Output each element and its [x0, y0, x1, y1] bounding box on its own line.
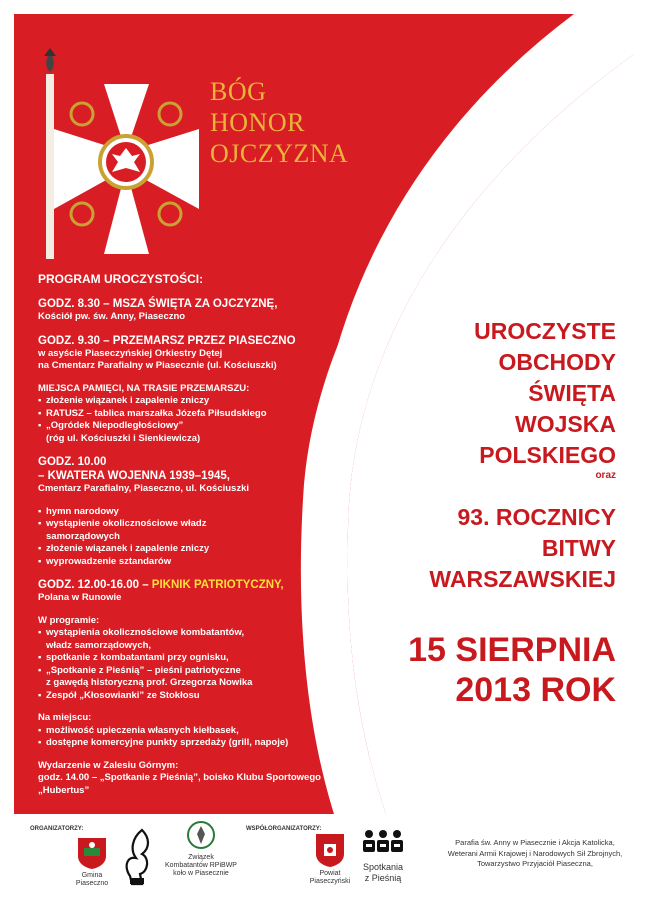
caption-line: z Pieśnią — [364, 873, 402, 883]
list-item: ▪ możliwość upieczenia własnych kiełbasek, — [38, 725, 368, 738]
coorganizers-label: WSPÓŁORGANIZATORZY: — [246, 826, 322, 832]
picnic-location: Polana w Runowie — [38, 592, 122, 603]
memorial-heading: MIEJSCA PAMIĘCI, NA TRASIE PRZEMARSZU: — [38, 382, 250, 394]
caption-line: Związek — [188, 854, 214, 861]
caption-line: Powiat — [319, 870, 341, 877]
zalesie-detail: godz. 14.00 – „Spotkanie z Pieśnią”, boisko Klubu Sportowego „Hubertus” — [38, 772, 321, 796]
program-heading: PROGRAM UROCZYSTOŚCI: — [38, 272, 204, 286]
war-quarter-title: – KWATERA WOJENNA 1939–1945, — [38, 470, 230, 482]
list-item-continuation: z gawędą historyczną prof. Grzegorza Nowika — [46, 677, 253, 688]
march-detail: w asyście Piaseczyńskiej Orkiestry Dętej — [38, 347, 223, 359]
motto — [210, 76, 348, 169]
anniversary-headline — [429, 502, 616, 595]
headline-line: POLSKIEGO — [479, 442, 616, 468]
picnic-program-list — [38, 690, 368, 703]
picnic-name: PIKNIK PATRIOTYCZNY, — [151, 579, 284, 591]
list-item-continuation: władz samorządowych, — [46, 639, 152, 651]
list-item: ▪ wyprowadzenie sztandarów — [38, 556, 368, 569]
gmina-caption — [66, 872, 118, 888]
onsite-list — [38, 725, 368, 750]
military-flag-emblem — [44, 44, 204, 264]
caption-line: Piaseczno — [75, 880, 109, 887]
headline-line: ŚWIĘTA — [528, 380, 616, 406]
date-line: 15 SIERPNIA — [408, 631, 616, 669]
event-date — [408, 630, 616, 710]
organizations-list — [430, 838, 640, 870]
zalesie-heading: Wydarzenie w Zalesiu Górnym: — [38, 759, 179, 771]
date-line: 2013 ROK — [455, 671, 616, 709]
list-item: ▪ złożenie wiązanek i zapalenie zniczy — [38, 395, 368, 408]
zwiazek-caption — [160, 854, 242, 878]
program-schedule — [38, 272, 368, 797]
event-headline — [474, 316, 616, 471]
caption-line: koło w Piasecznie — [173, 870, 229, 877]
list-item: ▪ dostępne komercyjne punkty sprzedaży (grill, napoje) — [38, 737, 368, 750]
list-item: ▪ RATUSZ – tablica marszałka Józefa Piłsudskiego — [38, 408, 368, 421]
motto-line: OJCZYZNA — [210, 139, 349, 168]
zwiazek-kombatantow-logo — [186, 820, 216, 850]
headline-line: WOJSKA — [515, 411, 616, 437]
powiat-piaseczynski-logo — [314, 832, 346, 868]
list-item: ▪ wystąpienia okolicznościowe kombatantów, — [38, 627, 368, 640]
picnic-program-list — [38, 627, 368, 640]
headline-line: UROCZYSTE — [474, 318, 616, 344]
anniversary-line: 93. ROCZNICY — [457, 504, 616, 530]
mass-title: GODZ. 8.30 – MSZA ŚWIĘTA ZA OJCZYZNĘ, — [38, 298, 278, 310]
list-item: ▪ spotkanie z kombatantami przy ognisku, — [38, 652, 368, 665]
memorial-list — [38, 395, 368, 433]
march-title: GODZ. 9.30 – PRZEMARSZ PRZEZ PIASECZNO — [38, 334, 296, 347]
list-item: ▪ złożenie wiązanek i zapalenie zniczy — [38, 543, 368, 556]
organization-line: Weterani Armii Krajowej i Narodowych Sił Zbrojnych, — [447, 848, 623, 858]
motto-line: BÓG — [210, 77, 267, 106]
picnic-program-list — [38, 652, 368, 677]
list-item: ▪ „Ogródek Niepodległościowy” — [38, 420, 368, 433]
list-item: ▪ hymn narodowy — [38, 506, 368, 519]
organization-line: Towarzystwo Przyjaciół Piaseczna, — [477, 859, 593, 868]
caption-line: Gmina — [81, 872, 103, 879]
caption-line: Piaseczyński — [309, 878, 351, 885]
list-item-continuation: (róg ul. Kościuszki i Sienkiewicza) — [46, 432, 201, 444]
oraz-connector: oraz — [595, 470, 616, 481]
caption-line: Kombatantów RPiBWP — [165, 862, 237, 869]
veterans-emblem-logo — [120, 828, 154, 886]
organizers-label: ORGANIZATORZY: — [30, 826, 84, 832]
mass-location: Kościół pw. św. Anny, Piaseczno — [38, 311, 186, 322]
spotkania-z-piesnia-logo — [360, 828, 406, 862]
anniversary-line: BITWY — [541, 535, 616, 561]
list-item: ▪ Zespół „Kłosowianki” ze Stokłosu — [38, 690, 368, 703]
war-quarter-time: GODZ. 10.00 — [38, 456, 107, 468]
picnic-time: GODZ. 12.00-16.00 – — [38, 579, 152, 591]
headline-line: OBCHODY — [498, 349, 616, 375]
list-item-continuation: samorządowych — [46, 530, 120, 542]
march-detail: na Cmentarz Parafialny w Piasecznie (ul. Kościuszki) — [38, 360, 277, 371]
poster-background — [14, 14, 634, 814]
list-item: ▪ „Spotkanie z Pieśnią” – pieśni patriotyczne — [38, 665, 368, 678]
picnic-title — [38, 578, 368, 592]
ceremony-list — [38, 506, 368, 531]
ceremony-list — [38, 543, 368, 568]
onsite-heading: Na miejscu: — [38, 712, 92, 723]
list-item: ▪ wystąpienie okolicznościowe władz — [38, 518, 368, 531]
organization-line: Parafia św. Anny w Piasecznie i Akcja Katolicka, — [455, 838, 615, 847]
gmina-piaseczno-logo — [76, 836, 108, 870]
motto-line: HONOR — [210, 108, 305, 137]
spotkania-caption — [352, 862, 414, 884]
caption-line: Spotkania — [362, 862, 404, 872]
war-quarter-location: Cmentarz Parafialny, Piaseczno, ul. Kościuszki — [38, 483, 250, 494]
powiat-caption — [300, 870, 360, 886]
program-subheading: W programie: — [38, 614, 100, 626]
anniversary-line: WARSZAWSKIEJ — [429, 566, 616, 592]
